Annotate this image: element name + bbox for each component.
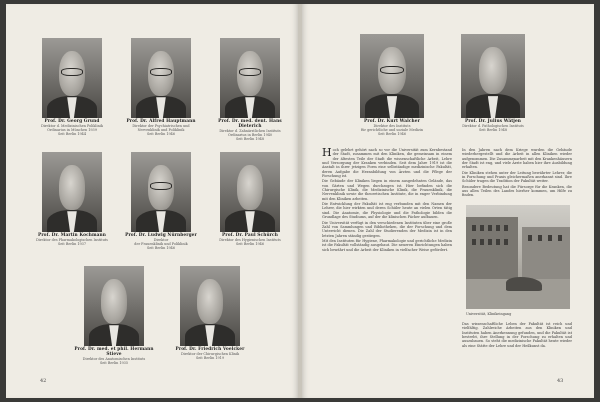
portrait-caption-line: Direktor des Hygienischen Instituts	[219, 237, 281, 242]
portrait-caption-line: Seit Berlin 1946	[377, 131, 407, 136]
article-paragraph: Mit den Instituten für Hygiene, Pharmakologie und gerichtliche Medizin ist die Fakultät vollständig ausgebaut. Die neueren Einrichtungen haben sich bewährt und die Arbeit der Kliniken in vielfacher Weise gefördert.	[322, 238, 452, 252]
portrait-caption	[208, 234, 292, 247]
portrait-caption-line: Direktor d. Medizinischen Poliklinik	[41, 123, 103, 128]
portrait-caption-line: Direktor d. Pathologischen Instituts	[462, 123, 524, 128]
portrait-caption-line: Direktor der Chirurgischen Klinik	[180, 351, 240, 356]
portrait-caption-line: Seit Berlin 1948	[478, 127, 508, 132]
portrait-caption	[348, 120, 436, 137]
portrait-photo	[461, 34, 525, 118]
portrait-caption	[168, 348, 252, 361]
lion-statue	[506, 277, 542, 291]
article-paragraph: Die Universität verfügt in den verschiedenen Instituten über eine große Zahl von Sammlungen und Bibliotheken, die der Forschung und dem Unterricht dienen. Die Zahl der Studierenden der Medizin ist in den letzten Jahren ständig gestiegen.	[322, 220, 452, 238]
portrait-photo	[180, 266, 240, 346]
portrait-photo	[131, 38, 191, 118]
portrait-caption	[30, 120, 114, 137]
photo-caption: Universität, Klinikeingang	[466, 312, 512, 316]
portrait-name: Prof. Dr. Alfred Hauptmann	[126, 119, 196, 124]
page-gutter	[298, 4, 302, 398]
portrait-caption-line: Seit Berlin 1937	[57, 241, 87, 246]
portrait-caption-line: Direktor des Anatomischen Instituts	[82, 356, 146, 361]
portrait-photo	[84, 266, 144, 346]
article-paragraph: och gelehrt gehört nach so vor die Universität zum Kernbestand der Stadt, zusammen mit den Kliniken, die gemeinsam in einem der ältesten Teile der Stadt die wissenschaftliche Arbeit, Lehre und Versorgung der Kranken verbinden. Seit dem Jahre 1919 ist die Anstalt in ihrer jetzigen Form eine selbständige medizinische Fakultät, deren Aufgabe die Heranbildung von Ärzten und die Pflege der Forschung ist.	[322, 148, 452, 179]
portrait-photo	[42, 152, 102, 232]
portrait-name: Prof. Dr. med. et phil. Hermann Stieve	[74, 347, 154, 357]
portrait-photo	[220, 38, 280, 118]
clinic-photo	[466, 205, 570, 309]
portrait-caption	[449, 120, 537, 133]
portrait-caption	[119, 234, 203, 251]
portrait-caption-line: Direktor des Instituts	[373, 123, 411, 128]
article-column-2	[462, 148, 572, 202]
article-column-1	[322, 148, 452, 383]
portrait-caption-line: Seit Berlin 1946	[146, 245, 176, 250]
article-paragraph: Das wissenschaftliche Leben der Fakultät ist reich und vielfältig. Zahlreiche Arbeiten aus den Kliniken und Instituten haben Anerkennung gefunden, und die Fakultät ist bestrebt, ihre Stellung in der Forschung zu erhalten und auszubauen. So steht die medizinische Fakultät heute wieder als eine Stätte der Lehre und der Heilkunst da.	[462, 322, 572, 348]
article-column-2-bottom	[462, 322, 572, 374]
portrait-caption-line: Seit Berlin 1919	[195, 355, 225, 360]
portrait-caption-line: Direktor d. Zahnärztlichen Instituts	[219, 128, 281, 133]
portrait-name: Prof. Dr. Georg Grund	[44, 119, 100, 124]
page-number-left: 42	[40, 378, 47, 384]
portrait-caption-line: Direktor	[153, 237, 169, 242]
portrait-caption	[119, 120, 203, 137]
portrait-caption-line: Nervenklinik und Poliklinik	[137, 127, 185, 132]
portrait-caption	[72, 348, 156, 366]
portrait-name: Prof. Dr. Julius Wätjen	[464, 119, 522, 124]
portrait-caption-line: für gerichtliche und soziale Medizin	[360, 127, 424, 132]
portrait-caption-line: Seit Berlin 1944	[57, 131, 87, 136]
portrait-caption-line: Seit Berlin 1946	[235, 241, 265, 246]
article-paragraph: Die Kliniken stehen unter der Leitung bewährter Lehrer, die in Forschung und Praxis gleichermaßen anerkannt sind. Ihre Schüler tragen die Tradition der Fakultät weiter.	[462, 170, 572, 184]
portrait-photo	[360, 34, 424, 118]
portrait-photo	[220, 152, 280, 232]
portrait-name: Prof. Dr. Kurt Walcher	[364, 119, 420, 124]
portrait-photo	[42, 38, 102, 118]
drop-cap: H	[322, 148, 332, 159]
portrait-name: Prof. Dr. Ludwig Nürnberger	[125, 233, 197, 238]
portrait-caption-line: Seit Berlin 1946	[146, 131, 176, 136]
portrait-caption-line: Seit Berlin 1948	[235, 136, 265, 141]
portrait-caption	[30, 234, 114, 247]
article-paragraph: Besondere Bedeutung hat die Fürsorge für die Kranken, die aus allen Teilen des Landes hierher kommen, um Hilfe zu finden.	[462, 184, 572, 198]
article-paragraph: Die Entwicklung der Fakultät ist eng verbunden mit den Namen der Lehrer, die hier wirkten und deren Schüler heute an vielen Orten tätig sind. Die Anatomie, die Physiologie und die Pathologie bilden die Grundlage des Studiums, auf der die klinischen Fächer aufbauen.	[322, 202, 452, 220]
portrait-caption	[208, 120, 292, 142]
portrait-name: Prof. Dr. Martin Kochmann	[37, 233, 106, 238]
portrait-name: Prof. Dr. med. dent. Hans Dieterich	[218, 119, 282, 129]
portrait-name: Prof. Dr. Friedrich Voelcker	[175, 347, 245, 352]
article-paragraph: Die Gebäude der Kliniken liegen in einem ausgedehnten Gelände, das von Gärten und Wegen durchzogen ist. Hier befinden sich die Chirurgische Klinik, die Medizinische Klinik, die Frauenklinik, die Nervenklinik sowie die theoretischen Institute, die in enger Verbindung mit den Kliniken arbeiten.	[322, 179, 452, 201]
portrait-caption-line: Direktor des Pharmakologischen Instituts	[36, 237, 108, 242]
portrait-caption-line: der Frauenklinik und Poliklinik	[134, 241, 188, 246]
portrait-name: Prof. Dr. Paul Schürch	[222, 233, 278, 238]
portrait-caption-line: Ordinarius in München 1939	[47, 127, 97, 132]
portrait-caption-line: Seit Berlin 1935	[99, 360, 129, 365]
portrait-photo	[131, 152, 191, 232]
page-number-right: 43	[557, 378, 564, 384]
portrait-caption-line: Ordinarius in Berlin 1940	[227, 132, 273, 137]
portrait-caption-line: Direktor der Psychiatrischen und	[132, 123, 190, 128]
article-paragraph: In den Jahren nach dem Kriege wurden die Gebäude wiederhergestellt und die Arbeit in allen Kliniken wieder aufgenommen. Die Zusammenarbeit mit den Krankenhäusern der Stadt ist eng, und viele Ärzte haben hier ihre Ausbildung erhalten.	[462, 148, 572, 170]
